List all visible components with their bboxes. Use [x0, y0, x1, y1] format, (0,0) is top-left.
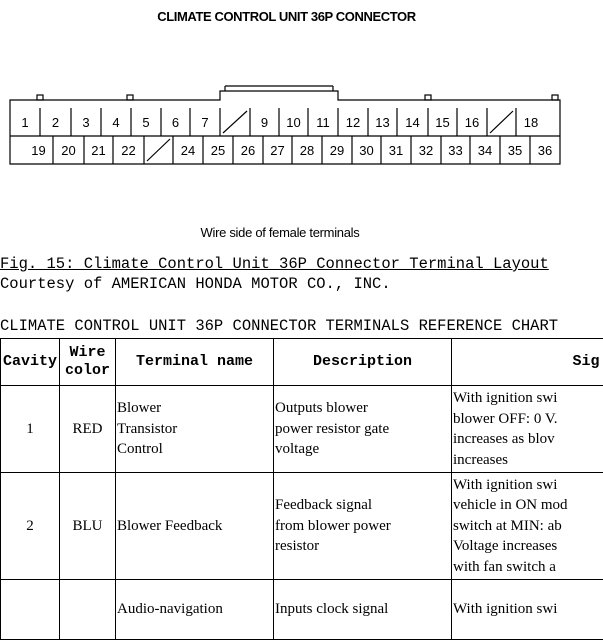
cavity-number: 20 [61, 143, 75, 158]
header-description: Description [274, 339, 452, 386]
cavity-number: 16 [465, 115, 479, 130]
text-line: switch at MIN: ab [453, 516, 603, 537]
key-notch [37, 95, 43, 100]
courtesy-line: Courtesy of AMERICAN HONDA MOTOR CO., INC. [0, 275, 391, 293]
cavity-number: 15 [435, 115, 449, 130]
cell-terminal-name [116, 473, 274, 580]
terminal-reference-table [0, 338, 603, 640]
fig-caption: Fig. 15: Climate Control Unit 36P Connector Terminal Layout [0, 255, 549, 273]
cavity-number: 4 [112, 115, 119, 130]
cavity-number: 13 [375, 115, 389, 130]
blank-cavity-slash [223, 111, 247, 133]
text-line: Control [117, 439, 272, 460]
text-line: With ignition swi [453, 475, 603, 496]
text-line: increases as blov [453, 429, 603, 450]
header-signal: Sig [452, 339, 603, 386]
cavity-number: 24 [181, 143, 195, 158]
cell-cavity: 2 [1, 473, 60, 580]
cavity-number: 25 [211, 143, 225, 158]
table-row [1, 386, 603, 473]
cavity-number: 33 [448, 143, 462, 158]
cavity-number: 10 [286, 115, 300, 130]
text-line: power resistor gate [275, 419, 450, 440]
text-line: Blower Feedback [117, 516, 272, 537]
cavity-number: 5 [142, 115, 149, 130]
cavity-number: 18 [524, 115, 538, 130]
text-line: Blower [117, 398, 272, 419]
cavity-number: 2 [52, 115, 59, 130]
blank-cavity-slash [490, 111, 513, 133]
connector-heading: CLIMATE CONTROL UNIT 36P CONNECTOR [0, 9, 573, 24]
cavity-number: 6 [172, 115, 179, 130]
cavity-number: 35 [508, 143, 522, 158]
text-line: increases [453, 450, 603, 471]
cavity-number: 19 [31, 143, 45, 158]
cavity-number: 36 [538, 143, 552, 158]
key-notch [552, 95, 558, 100]
cavity-number: 32 [419, 143, 433, 158]
text-line: Transistor [117, 419, 272, 440]
cell-wire-color [60, 580, 116, 640]
text-line: Inputs clock signal [275, 599, 450, 620]
text-line: With ignition swi [453, 599, 603, 620]
cavity-number: 29 [330, 143, 344, 158]
text-line: Outputs blower [275, 398, 450, 419]
blank-cavity-slash [147, 139, 170, 161]
cell-wire-color: RED [60, 386, 116, 473]
cavity-number: 7 [201, 115, 208, 130]
text-line: vehicle in ON mod [453, 495, 603, 516]
text-line: with fan switch a [453, 557, 603, 578]
cavity-number: 1 [21, 115, 28, 130]
cell-signal [452, 386, 603, 473]
connector-diagram [0, 85, 570, 175]
table-row [1, 580, 603, 640]
cavity-number: 31 [389, 143, 403, 158]
cavity-number: 27 [270, 143, 284, 158]
header-terminal-name: Terminal name [116, 339, 274, 386]
cavity-number: 30 [359, 143, 373, 158]
cavity-number: 9 [261, 115, 268, 130]
cell-terminal-name [116, 386, 274, 473]
chart-title: CLIMATE CONTROL UNIT 36P CONNECTOR TERMINALS REFERENCE CHART [0, 317, 558, 335]
text-line: resistor [275, 536, 450, 557]
figure-caption: Wire side of female terminals [0, 225, 560, 240]
cavity-number: 21 [91, 143, 105, 158]
text-line: Voltage increases [453, 536, 603, 557]
cavity-number: 28 [300, 143, 314, 158]
cavity-number: 22 [121, 143, 135, 158]
cell-terminal-name [116, 580, 274, 640]
cell-cavity: 1 [1, 386, 60, 473]
cell-wire-color: BLU [60, 473, 116, 580]
header-wire-color-text: Wire color [63, 344, 113, 380]
cavity-number: 12 [346, 115, 360, 130]
cavity-number: 26 [241, 143, 255, 158]
header-cavity: Cavity [1, 339, 60, 386]
cavity-number: 3 [82, 115, 89, 130]
key-notch [127, 95, 133, 100]
cell-description [274, 386, 452, 473]
cell-signal [452, 580, 603, 640]
cell-description [274, 580, 452, 640]
cell-cavity [1, 580, 60, 640]
header-wire-color [60, 339, 116, 386]
text-line: from blower power [275, 516, 450, 537]
key-notch [425, 95, 431, 100]
table-row [1, 473, 603, 580]
text-line: voltage [275, 439, 450, 460]
text-line: blower OFF: 0 V. [453, 409, 603, 430]
cavity-number: 11 [316, 115, 330, 130]
text-line: Feedback signal [275, 495, 450, 516]
cavity-number: 14 [405, 115, 419, 130]
text-line: With ignition swi [453, 388, 603, 409]
table-header-row [1, 339, 603, 386]
cell-description [274, 473, 452, 580]
cell-signal [452, 473, 603, 580]
cavity-number: 34 [478, 143, 492, 158]
text-line: Audio-navigation [117, 599, 272, 620]
